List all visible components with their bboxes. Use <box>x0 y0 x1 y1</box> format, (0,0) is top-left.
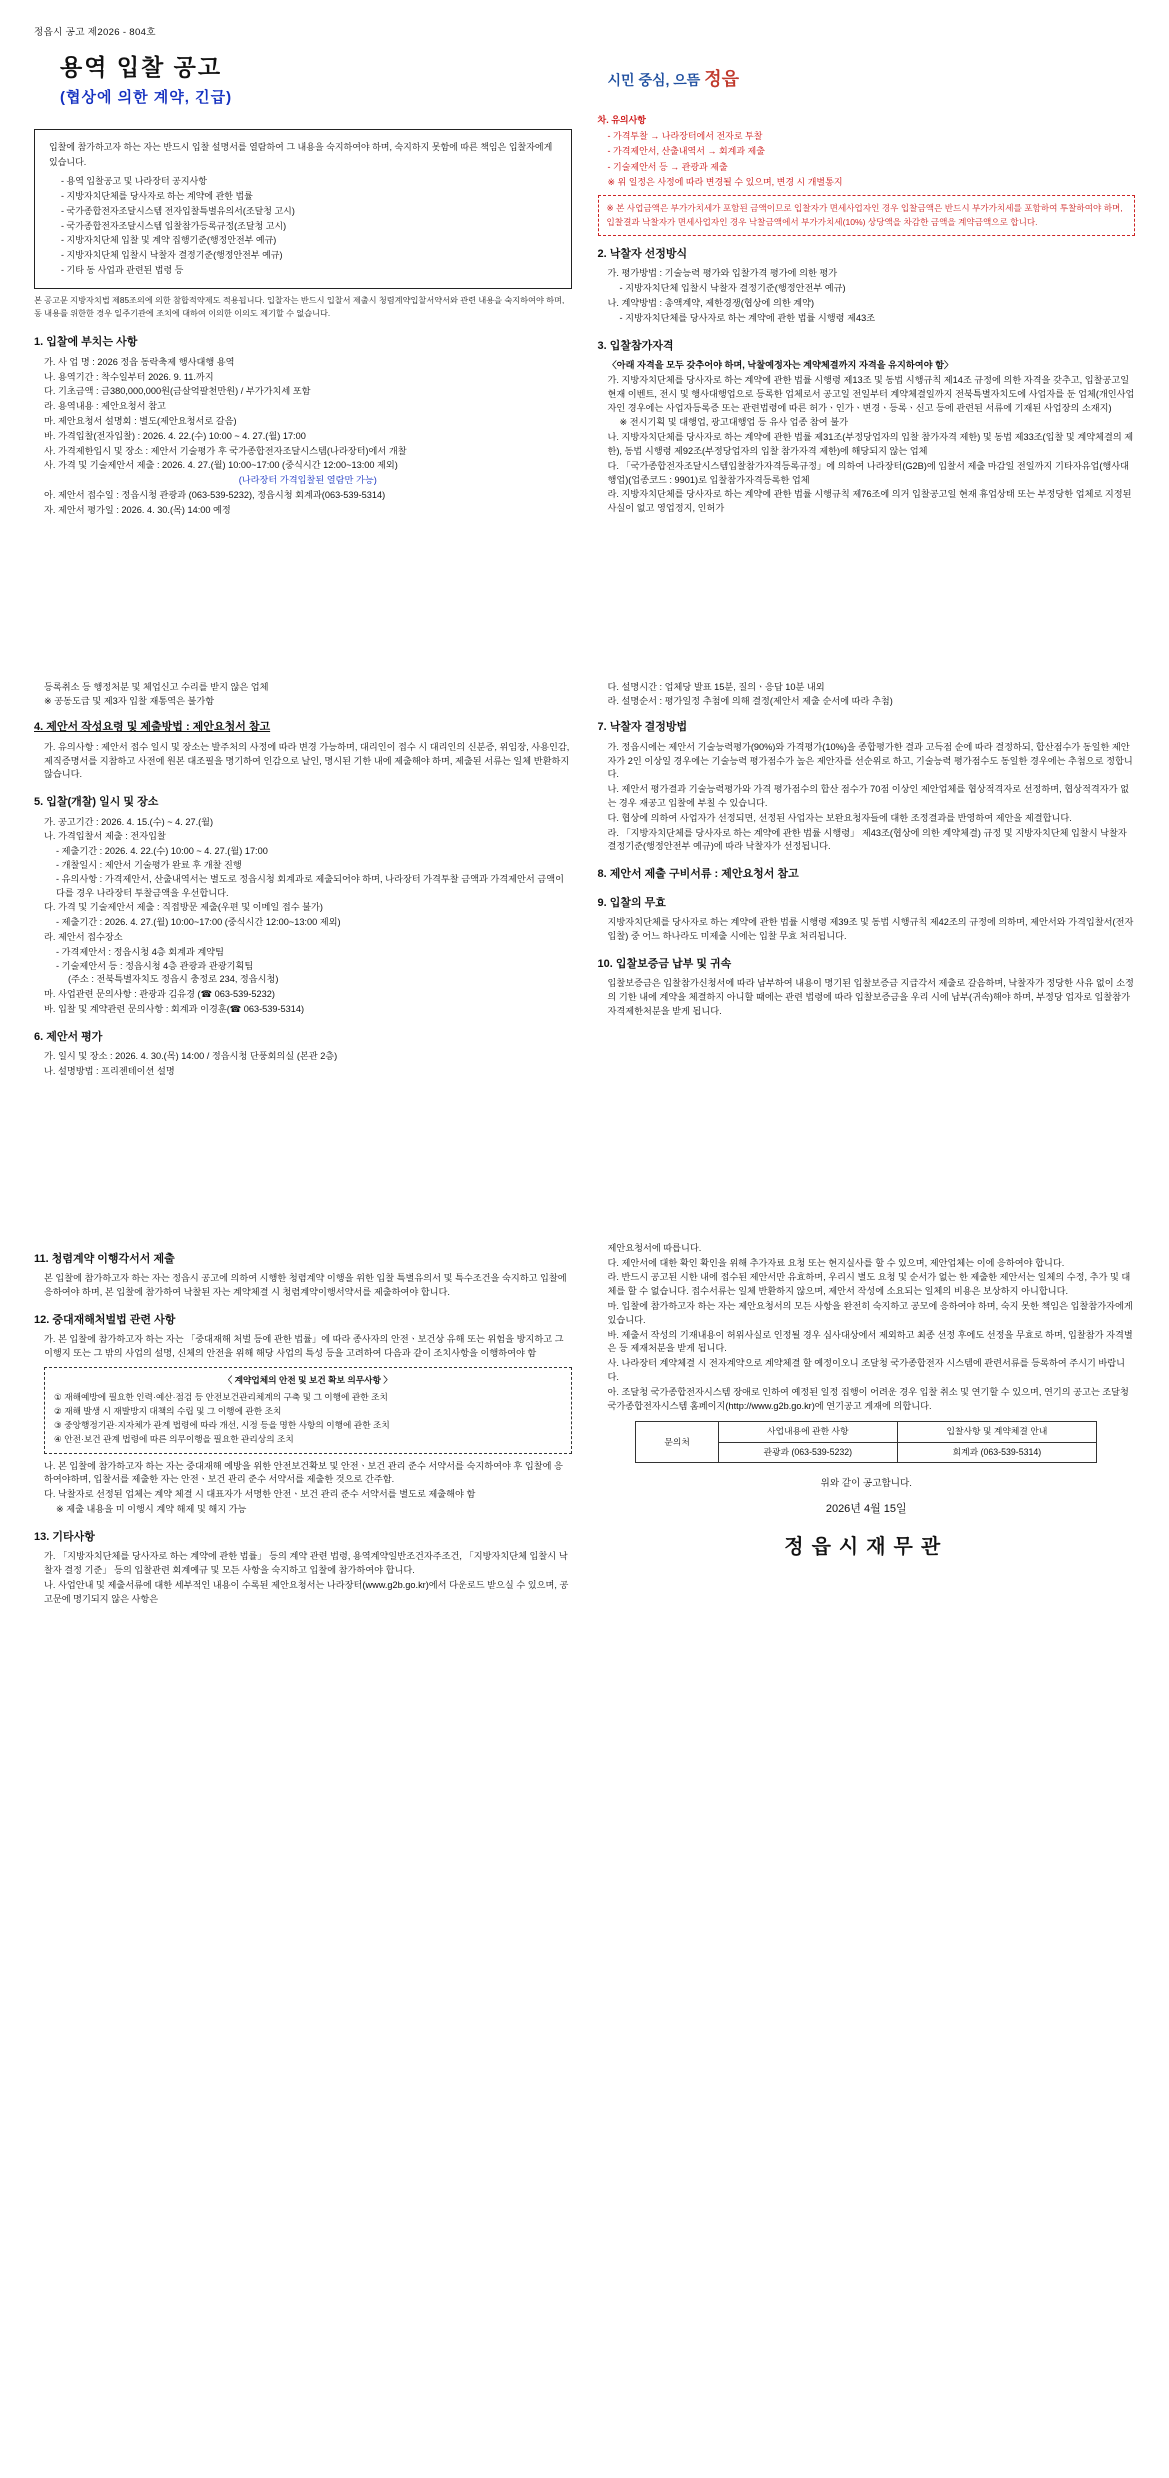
page-subtitle: (협상에 의한 계약, 긴급) <box>60 88 233 106</box>
text-line: 사. 가격제한입시 및 장소 : 제안서 기술평가 후 국가종합전자조달시스템(나라장터)에서 개찰 <box>44 445 407 456</box>
text-line: - 가격제안서, 산출내역서 → 회계과 제출 <box>607 146 765 157</box>
text-line: 라. 「지방자치단체를 당사자로 하는 계약에 관한 법률 시행령」 제43조(협상에 의한 계약체결) 규정 및 지방자치단체 입찰시 낙찰자 결정기준(행정안전부 예규)에 따라 낙찰자가 선정됩니다. <box>607 827 1127 852</box>
section-title: 6. 제안서 평가 <box>34 1030 103 1043</box>
text-line: 입찰보증금은 입찰참가신청서에 따라 납부하여 내용이 명기된 입찰보증금 지급각서 제출로 갈음하며, 낙찰자가 정당한 사유 없이 소정의 기한 내에 계약을 체결하지 아니할 때에는 관련 법령에 따라 입찰보증금을 우리 시에 납부(귀속)해야 하며, 부정당 업자로 입찰참가자격제한처분을 받게 됩니다. <box>607 978 1134 1016</box>
text-line: - 가격투찰 → 나라장터에서 전자로 투찰 <box>607 130 763 141</box>
city-slogan <box>608 66 740 93</box>
list-item: - 국가종합전자조달시스템 입찰참가등록규정(조달청 고시) <box>61 220 287 231</box>
cautions-block <box>598 113 1136 236</box>
list-item: - 용역 입찰공고 및 나라장터 공지사항 <box>61 176 207 187</box>
right-column-top <box>598 113 1136 529</box>
text-line: - 제출기간 : 2026. 4. 22.(수) 10:00 ~ 4. 27.(월) 17:00 <box>56 846 268 857</box>
column-header: 입찰사항 및 계약체결 안내 <box>897 1422 1097 1442</box>
text-line: 가. 사 업 명 : 2026 정읍 동락축제 행사대행 용역 <box>44 356 235 367</box>
section-award-method <box>598 246 1136 326</box>
text-line: 나. 계약방법 : 총액계약, 제한경쟁(협상에 의한 계약) <box>607 298 815 309</box>
text-line: 다. 가격 및 기술제안서 제출 : 직접방문 제출(우편 및 이메일 접수 불가) <box>44 902 323 913</box>
text-line: 가. 유의사항 : 제안서 접수 일시 및 장소는 발주처의 사정에 따라 변경 가능하며, 대리인이 접수 시 대리인의 신분증, 위임장, 사용인감, 제직증명서를 지참하고 사전에 원본 대조필을 명기하여 인감으로 날인, 명시된 기한 내에 제출해야 하며, 제출된 서류는 일체 반환하지 않습니다. <box>44 741 570 780</box>
section-award-decision <box>598 719 1136 854</box>
section-title: 3. 입찰참가자격 <box>597 339 674 352</box>
section-title: 1. 입찰에 부치는 사항 <box>34 336 138 349</box>
slogan-accent: 정읍 <box>704 69 739 90</box>
text-line: - 기술제안서 등 : 정읍시청 4층 관광과 관광기획팀 <box>56 960 254 971</box>
text-line: 나. 설명방법 : 프리젠테이션 설명 <box>44 1066 175 1077</box>
text-line: - 기술제안서 등 → 관광과 제출 <box>607 161 728 172</box>
text-line: ※ 제출 내용을 미 이행시 계약 해제 및 해지 가능 <box>56 1504 247 1515</box>
text-line: 다. 제안서에 대한 확인 확인을 위해 추가자료 요청 또는 현지실사를 할 수 있으며, 제안업체는 이에 응하여야 합니다. <box>607 1257 1065 1268</box>
text-line: ※ 공동도급 및 제3자 입찰 재통역은 불가함 <box>44 696 215 707</box>
text-line: - 지방자치단체를 당사자로 하는 계약에 관한 법률 시행령 제43조 <box>619 312 876 323</box>
text-line: 가. 일시 및 장소 : 2026. 4. 30.(목) 14:00 / 정읍시청 단풍회의실 (본관 2층) <box>44 1051 338 1062</box>
list-item: - 지방자치단체 입찰 및 계약 집행기준(행정안전부 예규) <box>61 235 277 246</box>
text-line: 나. 가격입찰서 제출 : 전자입찰 <box>44 831 166 842</box>
text-line: 나. 사업안내 및 제출서류에 대한 세부적인 내용이 수록된 제안요청서는 나라장터(www.g2b.go.kr)에서 다운로드 받으실 수 있으며, 공고문에 명기되지 않은 사항은 <box>44 1579 569 1604</box>
list-item: ② 재해 발생 시 재발방지 대책의 수립 및 그 이행에 관한 조치 <box>54 1405 282 1416</box>
left-column-bottom <box>34 1241 572 1619</box>
section-title: 4. 제안서 작성요령 및 제출방법 : 제안요청서 참고 <box>34 721 271 734</box>
doc-number: 정읍시 공고 제2026 - 804호 <box>34 27 156 38</box>
text-line: 다. 낙찰자로 선정된 업체는 계약 체결 시 대표자가 서명한 안전ㆍ보건 관리 준수 서약서를 별도로 제출해야 함 <box>44 1489 476 1500</box>
text-line: 나. 본 입찰에 참가하고자 하는 자는 중대재해 예방을 위한 안전보건확보 및 안전ㆍ보건 관리 준수 서약서를 숙지하여야 후 입찰에 응하여야하며, 입찰서를 제출한 자는 안전ㆍ보건 관리 준수 서약서를 제출한 것으로 간주함. <box>44 1460 563 1485</box>
text-line: 나. 지방자치단체를 당사자로 하는 계약에 관한 법률 제31조(부정당업자의 입찰 참가자격 제한) 및 동법 제33조(입찰 및 계약체결의 제한), 동법 시행령 제92조(부정당업자의 입찰 참가자격 제한)에 해당되지 않는 업체 <box>607 432 1134 456</box>
section-title: 5. 입찰(개찰) 일시 및 장소 <box>34 796 159 809</box>
text-line: 본 입찰에 참가하고자 하는 자는 정읍시 공고에 의하여 시행한 청렴계약 이행을 위한 입찰 특별유의서 및 특수조건을 숙지하고 입찰에 응하여야 하며, 본 입찰에 참가하여 낙찰된 자는 계약체결 시 청렴계약이행서약서를 제출하여야 합니다. <box>44 1273 567 1298</box>
text-line: 등록취소 등 행정처분 및 체업신고 수리를 받지 않은 업체 <box>44 681 269 692</box>
section-title: 8. 제안서 제출 구비서류 : 제안요청서 참고 <box>597 868 799 881</box>
notice-footnote: 본 공고문 지방자치법 제85조의에 의한 참합적약제도 적용됩니다. 입찰자는 반드시 입찰서 제출시 청렴계약입찰서약서와 관련 내용을 숙지하여야 하며, 동 내용를 위한한 경우 일주기관에 조치에 대하여 이의한 이의도 제기할 수 없습니다. <box>34 295 565 318</box>
text-line: 가. 공고기간 : 2026. 4. 15.(수) ~ 4. 27.(월) <box>44 816 214 827</box>
list-item: - 국가종합전자조달시스템 전자입찰특별유의서(조달청 고시) <box>61 205 295 216</box>
section-qualification <box>598 338 1136 516</box>
text-line-note: (나라장터 가격입찰된 열람만 가능) <box>238 475 377 486</box>
text-line: 마. 사업관련 문의사항 : 관광과 김유경 (☎ 063-539-5232) <box>44 989 275 1000</box>
text-line: (주소 : 전북특별자치도 정읍시 충정로 234, 정읍시청) <box>68 974 279 985</box>
text-line: 가. 지방자치단체를 당사자로 하는 계약에 관한 법률 시행령 제13조 및 동법 시행규칙 제14조 규정에 의한 자격을 갖추고, 입찰공고일 현재 이벤트, 전시 및 행사대행업으로 등록한 업체로서 공고일 전일부터 계약체결일까지 전북특별자치도에 사업자를 둔 업체(개인사업자인 경우에는 사업자등록증 또는 관련법령에 따른 허가ㆍ인가ㆍ변경ㆍ등록ㆍ신고 등에 관련된 서류에 기재된 사업장의 소재지) <box>607 374 1135 413</box>
section-subtitle: 〈아래 자격을 모두 갖추어야 하며, 낙찰예정자는 계약체결까지 자격을 유지하여야 함〉 <box>607 360 954 371</box>
text-line: 마. 제안요청서 설명회 : 별도(제안요청서로 갈음) <box>44 416 237 427</box>
section-proposal-evaluation <box>34 1029 572 1079</box>
text-line: 가. 「지방자치단체를 당사자로 하는 계약에 관한 법률」 등의 계약 관련 법령, 용역계약일반조건자주조건, 「지방자치단체 입찰시 낙찰자 결정 기준」 등의 입찰관련 회계예규 및 모든 사항을 숙지하고 입찰에 참가하여야 합니다. <box>44 1551 568 1576</box>
text-line: 나. 제안서 평가결과 기술능력평가와 가격 평가점수의 합산 점수가 70점 이상인 제안업체를 협상적격자로 선정하며, 협상적격자가 없는 경우 재공고 입찰에 부칠 수 있습니다. <box>607 784 1129 808</box>
text-line: 라. 반드시 공고된 시한 내에 접수된 제안서만 유효하며, 우리시 별도 요청 및 순서가 없는 한 제출한 제안서는 일체의 수정, 추가 및 대체를 할 수 없습니다. 접수서류는 일체 반환하지 않으며, 제안서 작성에 소요되는 일체의 비용은 보상하지 아니합니다. <box>607 1272 1131 1297</box>
list-item: - 기타 동 사업과 관련된 법령 등 <box>61 265 184 276</box>
section-title: 11. 청렴계약 이행각서서 제출 <box>34 1252 175 1265</box>
table-cell: 회계과 (063-539-5314) <box>897 1442 1097 1462</box>
section-title: 2. 낙찰자 선정방식 <box>597 247 688 260</box>
text-line: 다. 설명시간 : 업체당 발표 15분, 질의ㆍ응답 10분 내외 <box>607 681 825 692</box>
notice-list <box>49 174 557 278</box>
contact-label: 문의처 <box>636 1422 719 1462</box>
box-title: 〈 계약업체의 안전 및 보건 확보 의무사항 〉 <box>223 1375 393 1386</box>
text-line: 다. 기초금액 : 금380,000,000원(금살억팔천만원) / 부가가치세 포함 <box>44 386 311 397</box>
safety-duty-box <box>44 1367 572 1454</box>
left-column-top <box>34 113 572 529</box>
list-item: - 지방자치단체 입찰시 낙찰자 결정기준(행정안전부 예규) <box>61 250 283 261</box>
text-line: 가. 정읍시에는 제안서 기술능력평가(90%)와 가격평가(10%)을 종합평가한 결과 고득점 순에 따라 결정하되, 합산점수가 동일한 제안자가 2인 이상일 경우에는 기술능력 평가점수가 높은 제안자를 선순위로 하고, 기술능력 평가점수도 동일한 경우에는 추첨으로 정합니다. <box>607 741 1133 780</box>
right-column-bottom <box>598 1241 1136 1619</box>
contact-table <box>635 1421 1097 1462</box>
section-integrity-pledge <box>34 1251 572 1300</box>
text-line: 가. 본 입찰에 참가하고자 하는 자는 「중대재해 처벌 등에 관한 법률」에 따라 종사자의 안전ㆍ보건상 유해 또는 위험을 방지하고 그 이행지 또는 그 밖의 사업의 설명, 신체의 안전을 위해 해당 사업의 특성 등을 고려하여 다음과 같이 조치사항을 이행하여야 함 <box>44 1334 564 1359</box>
table-header-row <box>636 1422 1097 1442</box>
text-line: ※ 위 일정은 사정에 따라 변경될 수 있으며, 변경 시 개별통지 <box>607 176 843 187</box>
section-required-documents <box>598 866 1136 883</box>
section-title: 12. 중대재해처벌법 관련 사항 <box>34 1313 176 1326</box>
text-line: 제안요청서에 따릅니다. <box>607 1242 702 1253</box>
slogan-prefix: 시민 중심, 으뜸 <box>607 72 701 89</box>
text-line: ※ 전시기획 및 대행업, 광고대행업 등 유사 업종 참여 불가 <box>619 417 848 428</box>
text-line: - 개찰일시 : 제안서 기술평가 완료 후 개찰 진행 <box>56 860 242 871</box>
table-cell: 관광과 (063-539-5232) <box>719 1442 897 1462</box>
right-column-mid <box>598 680 1136 1091</box>
text-line: - 지방자치단체 입찰시 낙찰자 결정기준(행정안전부 예규) <box>619 283 846 294</box>
notice-box <box>34 129 572 289</box>
page-title: 용역 입찰 공고 <box>60 54 223 81</box>
section-bid-invalidity <box>598 895 1136 944</box>
text-line: - 유의사항 : 가격제안서, 산출내역서는 별도로 정읍시청 회계과로 제출되어야 하며, 나라장터 가격투찰 금액과 가격제안서 금액이 다를 경우 나라장터 투찰금액을 우선합니다. <box>56 873 564 898</box>
vat-note: ※ 본 사업금액은 부가가치세가 포함된 금액이므로 입찰자가 면세사업자인 경우 입찰금액은 반드시 부가가치세를 포함하여 투찰하여야 하며, 입찰결과 낙찰자가 면세사업자인 경우 낙찰금액에서 부가가치세(10%) 상당액을 차감한 금액을 계약금액으로 합니다. <box>598 195 1136 236</box>
title-block <box>0 50 1169 109</box>
text-line: 다. 「국가종합전자조달시스템입찰참가자격등록규정」에 의하여 나라장터(G2B)에 입찰서 제출 마감일 전일까지 기타자유업(행사대행업)(업종코드 : 9901)로 입찰참가자격등록한 업체 <box>607 460 1130 485</box>
section-title: 10. 입찰보증금 납부 및 귀속 <box>597 957 732 970</box>
text-line: 가. 평가방법 : 기술능력 평가와 입찰가격 평가에 의한 평가 <box>607 268 838 279</box>
text-line: - 제출기간 : 2026. 4. 27.(월) 10:00~17:00 (중식시간 12:00~13:00 제외) <box>56 917 341 928</box>
list-item: ③ 중앙행정기관·지자체가 관계 법령에 따라 개선, 시정 등을 명한 사항의 이행에 관한 조치 <box>54 1419 390 1430</box>
list-item: ① 재해예방에 필요한 인력·예산·점검 등 안전보건관리체계의 구축 및 그 이행에 관한 조치 <box>54 1392 388 1402</box>
issue-date: 2026년 4월 15일 <box>825 1503 907 1516</box>
text-line: 아. 조달청 국가종합전자시스템 장애로 인하여 예정된 일정 집행이 어려운 경우 입찰 취소 및 연기할 수 있으며, 연기의 공고는 조달청 국가종합전자시스템 홈페이지(http://www.g2b.go.kr)에 연기공고 게재에 의합니다. <box>607 1386 1129 1411</box>
text-line: 바. 가격입찰(전자입찰) : 2026. 4. 22.(수) 10:00 ~ 4. 27.(월) 17:00 <box>44 430 306 441</box>
text-line: 사. 나라장터 계약체결 시 전자계약으로 계약체결 할 예정이오니 조달청 국가종합전자 시스템에 관련서류를 등록하여 주시기 바랍니다. <box>607 1358 1126 1383</box>
section-title: 13. 기타사항 <box>34 1530 95 1543</box>
text-line: 라. 지방자치단체를 당사자로 하는 계약에 관한 법률 시행규칙 제76조에 의거 입찰공고일 현재 휴업상태 또는 부정당한 업체로 지정된 사실이 없고 영업정지, 인허가 <box>607 489 1132 514</box>
text-line: 사. 가격 및 기술제안서 제출 : 2026. 4. 27.(월) 10:00~17:00 (중식시간 12:00~13:00 제외) <box>44 460 398 471</box>
text-line: 다. 협상에 의하여 사업자가 선정되면, 선정된 사업자는 보완요청자들에 대한 조정결과를 반영하여 제안을 제결합니다. <box>607 812 1072 823</box>
section-serious-accident-law <box>34 1312 572 1517</box>
list-item: ④ 안전·보건 관계 법령에 따른 의무이행을 필요한 관리상의 조치 <box>54 1433 294 1444</box>
text-line: 라. 제안서 접수장소 <box>44 932 123 943</box>
text-line: - 가격제안서 : 정읍시청 4층 회계과 계약팀 <box>56 946 225 957</box>
left-column-mid <box>34 680 572 1091</box>
section-proposal-submission <box>34 719 572 782</box>
text-line: 지방자치단체를 당사자로 하는 계약에 관한 법률 시행령 제39조 및 동법 시행규칙 제42조의 규정에 의하며, 제안서와 가격입찰서(전자입찰) 중 어느 하나라도 미제출 시에는 입찰 무효 처리됩니다. <box>607 917 1134 941</box>
text-line: 바. 입찰 및 계약관련 문의사항 : 회계과 이경훈(☎ 063-539-5314) <box>44 1004 305 1014</box>
text-line: 라. 설명순서 : 평가일정 추첨에 의해 결정(제안서 제출 순서에 따라 추첨) <box>607 696 893 707</box>
text-line: 바. 제출서 작성의 기재내용이 허위사실로 인정될 경우 심사대상에서 제외하고 최종 선정 후에도 선정을 무효로 하며, 입찰참가 자격별은 등 제재처분을 받게 됩니다. <box>607 1329 1133 1354</box>
text-line: 자. 제안서 평가일 : 2026. 4. 30.(목) 14:00 예정 <box>44 504 231 515</box>
text-line: 마. 입찰에 참가하고자 하는 자는 제안요청서의 모든 사항을 완전히 숙지하고 공모에 응하여야 하며, 숙지 못한 책임은 입찰참가자에게 있습니다. <box>607 1301 1133 1325</box>
text-line: 나. 용역기간 : 착수일부터 2026. 9. 11.까지 <box>44 371 214 382</box>
column-header: 사업내용에 관한 사항 <box>719 1422 897 1442</box>
section-other-matters <box>34 1529 572 1607</box>
section-title: 9. 입찰의 무효 <box>597 896 666 909</box>
text-line: 라. 용역내용 : 제안요청서 참고 <box>44 401 166 412</box>
section-bid-items <box>34 334 572 517</box>
issuing-authority: 정읍시재무관 <box>784 1535 949 1558</box>
section-title: 7. 낙찰자 결정방법 <box>597 721 688 734</box>
text-line: 아. 제안서 접수일 : 정읍시청 관광과 (063-539-5232), 정읍시청 회계과(063-539-5314) <box>44 490 386 501</box>
cautions-title: 차. 유의사항 <box>597 115 646 126</box>
section-bid-bond <box>598 956 1136 1019</box>
notice-lead: 입찰에 참가하고자 하는 자는 반드시 입찰 설명서를 열람하여 그 내용을 숙지하여야 하며, 숙지하지 못함에 따른 책임은 입찰자에게 있습니다. <box>49 142 553 168</box>
section-bid-opening <box>34 794 572 1017</box>
signature-block <box>598 1477 1136 1562</box>
closing-line: 위와 같이 공고합니다. <box>820 1477 912 1489</box>
list-item: - 지방자치단체를 당사자로 하는 계약에 관한 법률 <box>61 190 253 201</box>
